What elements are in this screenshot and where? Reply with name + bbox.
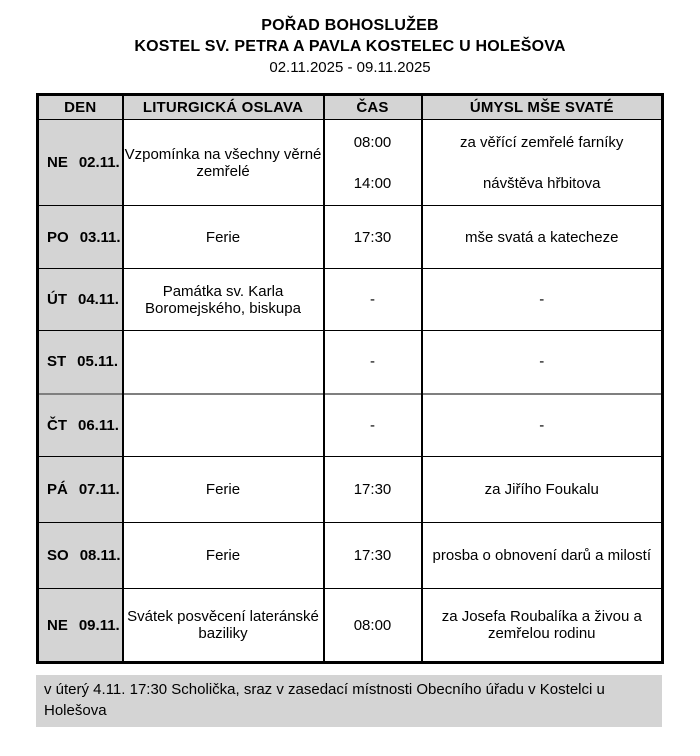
table-row <box>38 331 663 394</box>
schedule-table <box>36 93 664 664</box>
liturgy-cell: Svátek posvěcení lateránské baziliky <box>123 589 324 663</box>
table-row <box>38 589 663 663</box>
table-row <box>38 269 663 331</box>
document-header <box>0 0 700 78</box>
church-name: KOSTEL SV. PETRA A PAVLA KOSTELEC U HOLEŠOVA <box>134 38 566 56</box>
table-row <box>38 206 663 269</box>
time-cell: 08:00 <box>324 589 422 663</box>
time-cell: 17:30 <box>324 457 422 523</box>
day-date: 09.11. <box>78 616 120 634</box>
liturgy-cell: Ferie <box>123 523 324 589</box>
day-cell <box>38 457 123 523</box>
table-row <box>38 394 663 457</box>
day-abbrev: ÚT <box>47 291 67 309</box>
day-cell <box>38 120 123 206</box>
liturgy-cell: Ferie <box>123 457 324 523</box>
column-header-oslava: LITURGICKÁ OSLAVA <box>123 95 324 120</box>
day-abbrev: ST <box>47 353 67 371</box>
day-date: 06.11. <box>78 416 119 434</box>
day-cell <box>38 394 123 457</box>
day-abbrev: SO <box>47 547 69 565</box>
time-cell: 17:30 <box>324 206 422 269</box>
time-cell: 17:30 <box>324 523 422 589</box>
liturgy-cell: Vzpomínka na všechny věrné zemřelé <box>123 120 324 206</box>
intention-cell: - <box>422 331 663 394</box>
table-row <box>38 120 663 206</box>
time-cell: - <box>324 269 422 331</box>
day-cell <box>38 331 123 394</box>
table-row <box>38 523 663 589</box>
intention-entry: za věřící zemřelé farníky <box>460 133 624 151</box>
column-header-umysl: ÚMYSL MŠE SVATÉ <box>422 95 663 120</box>
day-abbrev: ČT <box>47 416 67 434</box>
intention-cell: za Jiřího Foukalu <box>422 457 663 523</box>
time-entry: 14:00 <box>353 174 392 192</box>
intention-cell: za Josefa Roubalíka a živou a zemřelou rodinu <box>422 589 663 663</box>
liturgy-cell: Památka sv. Karla Boromejského, biskupa <box>123 269 324 331</box>
day-date: 05.11. <box>77 353 119 371</box>
column-header-den: DEN <box>38 95 123 120</box>
day-date: 02.11. <box>78 154 120 172</box>
day-date: 07.11. <box>78 481 120 499</box>
day-cell <box>38 206 123 269</box>
table-row <box>38 457 663 523</box>
column-header-cas: ČAS <box>324 95 422 120</box>
liturgy-cell <box>123 394 324 457</box>
liturgy-cell <box>123 331 324 394</box>
day-date: 04.11. <box>78 291 119 309</box>
day-cell <box>38 523 123 589</box>
schedule-table-wrap <box>36 93 700 664</box>
day-abbrev: NE <box>47 616 68 634</box>
day-cell <box>38 589 123 663</box>
intention-cell: - <box>422 269 663 331</box>
page-title: POŘAD BOHOSLUŽEB <box>261 17 439 34</box>
intention-cell: - <box>422 394 663 457</box>
intention-cell: prosba o obnovení darů a milostí <box>422 523 663 589</box>
day-cell <box>38 269 123 331</box>
date-range: 02.11.2025 - 09.11.2025 <box>269 59 431 77</box>
intention-cell <box>422 120 663 206</box>
intention-entry: návštěva hřbitova <box>482 174 601 192</box>
time-cell: - <box>324 394 422 457</box>
footer-note: v úterý 4.11. 17:30 Scholička, sraz v zasedací místnosti Obecního úřadu v Kostelci u Holešova <box>36 675 662 727</box>
time-cell: - <box>324 331 422 394</box>
table-header-row <box>38 95 663 120</box>
day-date: 08.11. <box>79 547 121 565</box>
day-abbrev: NE <box>47 154 68 172</box>
intention-cell: mše svatá a katecheze <box>422 206 663 269</box>
liturgy-cell: Ferie <box>123 206 324 269</box>
day-abbrev: PO <box>47 228 69 246</box>
time-cell <box>324 120 422 206</box>
day-abbrev: PÁ <box>47 481 68 499</box>
day-date: 03.11. <box>79 228 121 246</box>
time-entry: 08:00 <box>353 133 392 151</box>
